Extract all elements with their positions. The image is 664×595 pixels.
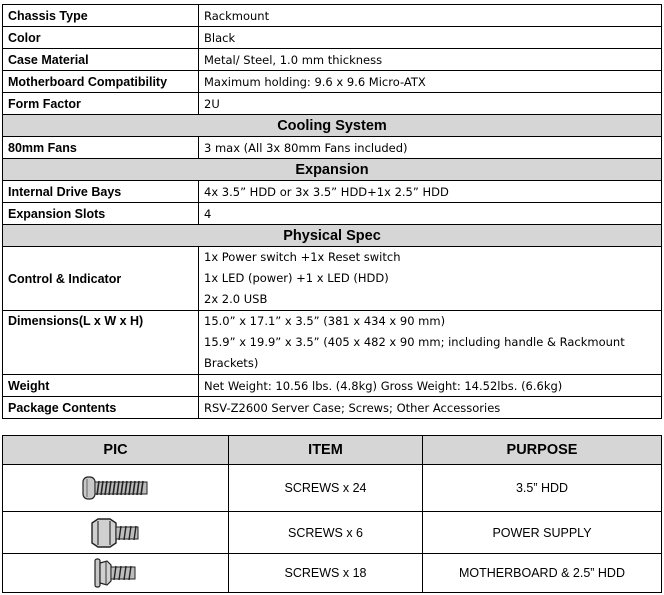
- purpose-cell: POWER SUPPLY: [423, 512, 662, 554]
- spec-value: Black: [199, 27, 662, 49]
- spec-row-case-material: [3, 49, 662, 71]
- header-purpose: PURPOSE: [423, 436, 662, 465]
- section-heading: Expansion: [3, 159, 662, 181]
- spec-label: Motherboard Compatibility: [3, 71, 199, 93]
- screw-table-header: [3, 436, 662, 465]
- spec-value: [199, 311, 662, 375]
- spec-label: Case Material: [3, 49, 199, 71]
- section-physical: [3, 225, 662, 247]
- spec-row-chassis-type: [3, 5, 662, 27]
- spec-value: 3 max (All 3x 80mm Fans included): [199, 137, 662, 159]
- item-cell: SCREWS x 24: [229, 465, 423, 512]
- spec-line: 1x LED (power) +1 x LED (HDD): [204, 271, 389, 285]
- spec-label: Color: [3, 27, 199, 49]
- spec-value: [199, 247, 662, 311]
- spec-row-motherboard: [3, 71, 662, 93]
- spec-label: Dimensions(L x W x H): [3, 311, 199, 375]
- spec-label: Package Contents: [3, 397, 199, 419]
- spec-row-color: [3, 27, 662, 49]
- spec-value: 4: [199, 203, 662, 225]
- pic-cell: [3, 465, 229, 512]
- spec-line: 2x 2.0 USB: [204, 292, 268, 306]
- spec-value: Maximum holding: 9.6 x 9.6 Micro-ATX: [199, 71, 662, 93]
- spec-label: Control & Indicator: [3, 247, 199, 311]
- hex-head-screw-icon: [88, 517, 144, 549]
- spec-row-expansion-slots: [3, 203, 662, 225]
- spec-row-package: [3, 397, 662, 419]
- spec-label: Weight: [3, 375, 199, 397]
- pic-cell: [3, 512, 229, 554]
- section-expansion: [3, 159, 662, 181]
- section-cooling: [3, 115, 662, 137]
- spec-row-control: [3, 247, 662, 311]
- spec-value: RSV-Z2600 Server Case; Screws; Other Accessories: [199, 397, 662, 419]
- spec-row-drive-bays: [3, 181, 662, 203]
- spec-value: Net Weight: 10.56 lbs. (4.8kg) Gross Weight: 14.52lbs. (6.6kg): [199, 375, 662, 397]
- spec-value: Metal/ Steel, 1.0 mm thickness: [199, 49, 662, 71]
- spec-row-form-factor: [3, 93, 662, 115]
- flange-screw-icon: [91, 558, 141, 588]
- table-row: [3, 465, 662, 512]
- table-row: [3, 512, 662, 554]
- header-pic: PIC: [3, 436, 229, 465]
- spec-label: Chassis Type: [3, 5, 199, 27]
- spec-line: 1x Power switch +1x Reset switch: [204, 250, 401, 264]
- item-cell: SCREWS x 6: [229, 512, 423, 554]
- header-item: ITEM: [229, 436, 423, 465]
- spec-value: Rackmount: [199, 5, 662, 27]
- pic-cell: [3, 554, 229, 593]
- spec-row-dimensions: [3, 311, 662, 375]
- spec-label: Internal Drive Bays: [3, 181, 199, 203]
- pan-head-screw-icon: [81, 475, 151, 501]
- spec-row-weight: [3, 375, 662, 397]
- item-cell: SCREWS x 18: [229, 554, 423, 593]
- section-heading: Physical Spec: [3, 225, 662, 247]
- spec-line: 15.9” x 19.9” x 3.5” (405 x 482 x 90 mm; including handle & Rackmount: [204, 335, 625, 349]
- spec-value: 2U: [199, 93, 662, 115]
- spec-label: 80mm Fans: [3, 137, 199, 159]
- spec-table: [2, 4, 662, 419]
- purpose-cell: MOTHERBOARD & 2.5” HDD: [423, 554, 662, 593]
- spec-label: Form Factor: [3, 93, 199, 115]
- spec-row-fans: [3, 137, 662, 159]
- spec-line: 15.0” x 17.1” x 3.5” (381 x 434 x 90 mm): [204, 314, 446, 328]
- spec-value: 4x 3.5” HDD or 3x 3.5” HDD+1x 2.5” HDD: [199, 181, 662, 203]
- screw-table: [2, 435, 662, 593]
- table-row: [3, 554, 662, 593]
- spec-line: Brackets): [204, 356, 259, 370]
- purpose-cell: 3.5” HDD: [423, 465, 662, 512]
- section-heading: Cooling System: [3, 115, 662, 137]
- spec-label: Expansion Slots: [3, 203, 199, 225]
